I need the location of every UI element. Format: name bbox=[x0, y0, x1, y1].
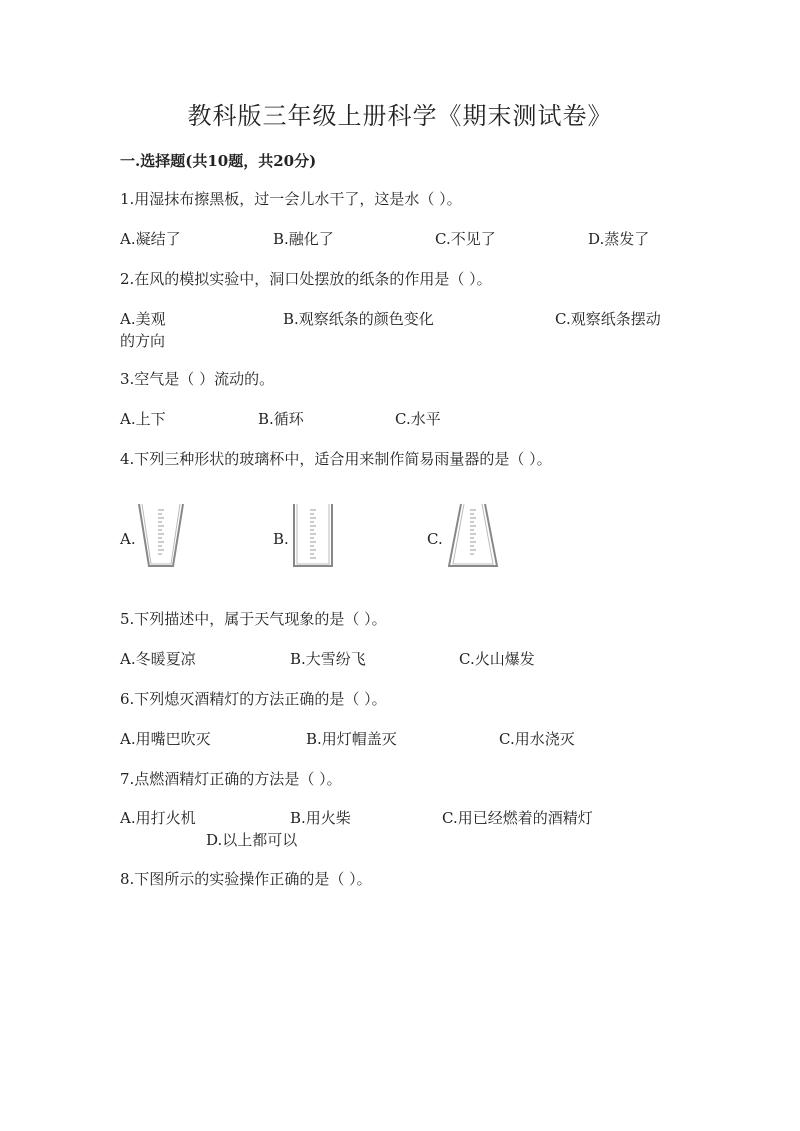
q7-option-c: C.用已经燃着的酒精灯 bbox=[442, 809, 593, 827]
q6-option-b: B.用灯帽盖灭 bbox=[306, 730, 397, 748]
q2-option-c-continued: 的方向 bbox=[120, 332, 166, 350]
q5-option-c: C.火山爆发 bbox=[459, 650, 535, 668]
q6-option-a: A.用嘴巴吹灭 bbox=[120, 730, 211, 748]
q3-option-b: B.循环 bbox=[258, 410, 304, 428]
question-7: 7.点燃酒精灯正确的方法是（ ）。 bbox=[120, 770, 342, 788]
question-8: 8.下图所示的实验操作正确的是（ ）。 bbox=[120, 870, 372, 888]
q5-option-a: A.冬暖夏凉 bbox=[120, 650, 196, 668]
q7-option-d: D.以上都可以 bbox=[206, 831, 298, 849]
q1-option-a: A.凝结了 bbox=[120, 230, 181, 248]
q1-option-c: C.不见了 bbox=[435, 230, 496, 248]
q7-option-a: A.用打火机 bbox=[120, 809, 196, 827]
q4-option-c: C. bbox=[427, 530, 443, 548]
q1-option-d: D.蒸发了 bbox=[588, 230, 650, 248]
q1-option-b: B.融化了 bbox=[273, 230, 334, 248]
q5-option-b: B.大雪纷飞 bbox=[290, 650, 366, 668]
q3-option-c: C.水平 bbox=[395, 410, 441, 428]
q2-option-b: B.观察纸条的颜色变化 bbox=[283, 310, 434, 328]
cup-tapered-up-icon bbox=[446, 502, 500, 570]
q7-option-b: B.用火柴 bbox=[290, 809, 351, 827]
cup-tapered-down-icon bbox=[136, 502, 186, 570]
section-heading: 一.选择题(共10题，共20分) bbox=[120, 152, 317, 170]
question-5: 5.下列描述中，属于天气现象的是（ ）。 bbox=[120, 610, 387, 628]
q4-option-a: A. bbox=[120, 530, 136, 548]
q6-option-c: C.用水浇灭 bbox=[499, 730, 575, 748]
question-2: 2.在风的模拟实验中，洞口处摆放的纸条的作用是（ ）。 bbox=[120, 270, 492, 288]
cup-straight-icon bbox=[290, 502, 336, 570]
question-6: 6.下列熄灭酒精灯的方法正确的是（ ）。 bbox=[120, 690, 387, 708]
question-1: 1.用湿抹布擦黑板，过一会儿水干了，这是水（ ）。 bbox=[120, 190, 462, 208]
question-4: 4.下列三种形状的玻璃杯中，适合用来制作简易雨量器的是（ ）。 bbox=[120, 450, 552, 468]
question-3: 3.空气是（ ）流动的。 bbox=[120, 370, 275, 388]
q2-option-a: A.美观 bbox=[120, 310, 166, 328]
q2-option-c: C.观察纸条摆动 bbox=[555, 310, 661, 328]
page-title: 教科版三年级上册科学《期末测试卷》 bbox=[187, 102, 613, 130]
q4-option-b: B. bbox=[273, 530, 289, 548]
q3-option-a: A.上下 bbox=[120, 410, 166, 428]
